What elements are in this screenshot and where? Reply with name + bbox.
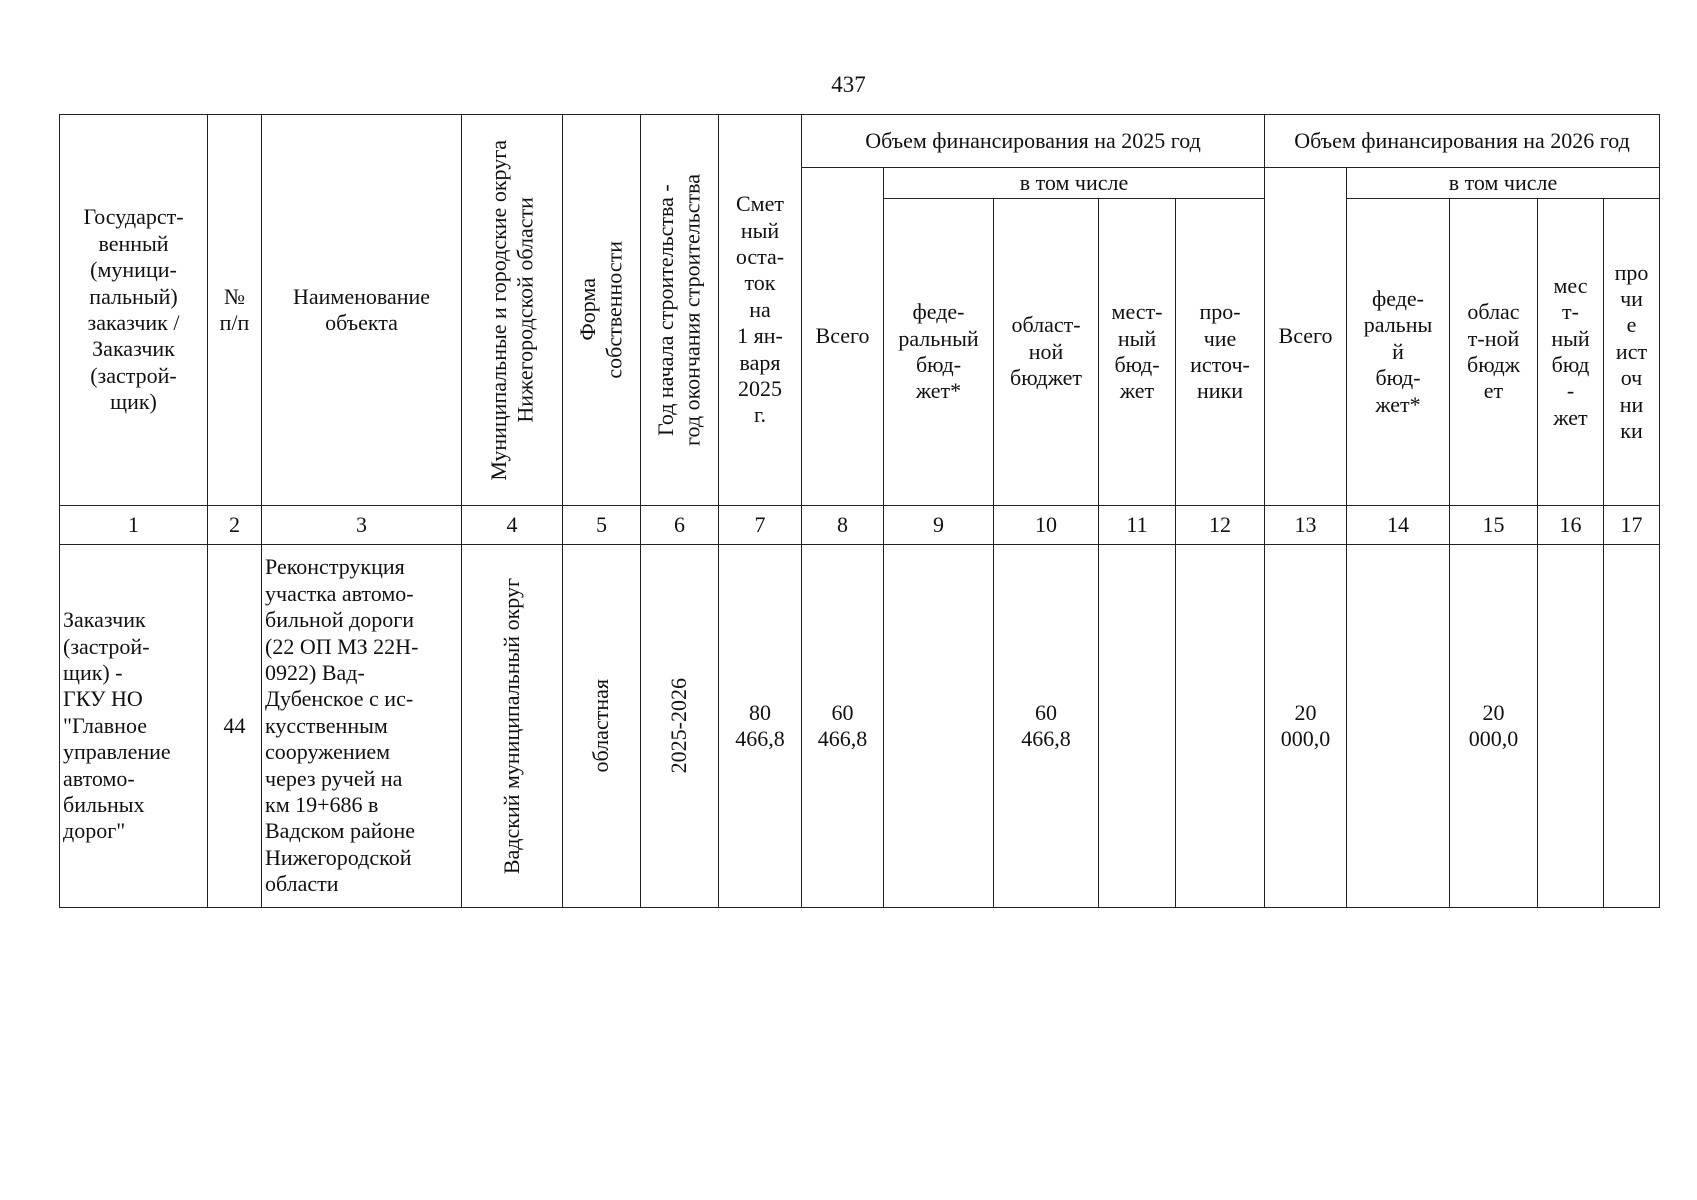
cell-other-2025: [1176, 545, 1265, 908]
header-years-cell: [641, 115, 719, 506]
cell-years: 2025-2026: [666, 678, 692, 774]
cell-local-2025: [1099, 545, 1176, 908]
header-funding-2026: Объем финансирования на 2026 год: [1265, 115, 1660, 168]
column-number: 14: [1347, 506, 1450, 545]
column-number: 2: [208, 506, 262, 545]
header-total-2026: Всего: [1265, 168, 1347, 506]
column-number: 13: [1265, 506, 1347, 545]
column-number: 4: [462, 506, 563, 545]
header-districts: Муниципальные и городские округа Нижегородской области: [485, 139, 537, 481]
cell-ownership: областная: [588, 679, 614, 773]
cell-federal-2025: [884, 545, 994, 908]
cell-district-wrap: [462, 545, 563, 908]
column-number: 8: [802, 506, 884, 545]
cell-total-2026: 20 000,0: [1265, 545, 1347, 908]
page-number: 437: [831, 72, 866, 97]
cell-estimate-balance: 80 466,8: [719, 545, 802, 908]
header-object-name: Наименование объекта: [262, 115, 462, 506]
header-regional-2025: област- ной бюджет: [994, 199, 1099, 506]
header-including-2026: в том числе: [1347, 168, 1660, 199]
header-districts-cell: [462, 115, 563, 506]
header-other-2025: про- чие источ- ники: [1176, 199, 1265, 506]
financing-table: [59, 114, 1660, 908]
header-ownership: Форма собственности: [575, 241, 627, 379]
column-number: 17: [1604, 506, 1660, 545]
header-regional-2026: облас т-ной бюдж ет: [1450, 199, 1538, 506]
cell-local-2026: [1538, 545, 1604, 908]
column-number: 7: [719, 506, 802, 545]
column-number: 5: [563, 506, 641, 545]
cell-ownership-wrap: [563, 545, 641, 908]
header-funding-2025: Объем финансирования на 2025 год: [802, 115, 1265, 168]
header-customer: Государст- венный (муници- пальный) заказчик / Заказчик (застрой- щик): [60, 115, 208, 506]
header-local-2025: мест- ный бюд- жет: [1099, 199, 1176, 506]
cell-object-name: Реконструкция участка автомо- бильной дороги (22 ОП МЗ 22Н- 0922) Вад- Дубенское с ис- кусственным сооружением через ручей на км 19+686 в Вадском районе Нижегородской области: [262, 545, 462, 908]
cell-regional-2026: 20 000,0: [1450, 545, 1538, 908]
column-number: 10: [994, 506, 1099, 545]
column-numbers-row: [60, 506, 1660, 545]
cell-row-no: 44: [208, 545, 262, 908]
header-other-2026: про чи е ист оч ни ки: [1604, 199, 1660, 506]
cell-regional-2025: 60 466,8: [994, 545, 1099, 908]
column-number: 15: [1450, 506, 1538, 545]
header-federal-2025: феде- ральный бюд- жет*: [884, 199, 994, 506]
cell-years-wrap: [641, 545, 719, 908]
header-row-no: № п/п: [208, 115, 262, 506]
header-including-2025: в том числе: [884, 168, 1265, 199]
column-number: 9: [884, 506, 994, 545]
cell-other-2026: [1604, 545, 1660, 908]
table-row: [60, 545, 1660, 908]
cell-total-2025: 60 466,8: [802, 545, 884, 908]
column-number: 12: [1176, 506, 1265, 545]
cell-customer: Заказчик (застрой- щик) - ГКУ НО "Главное управление автомо- бильных дорог": [60, 545, 208, 908]
header-local-2026: мес т- ный бюд - жет: [1538, 199, 1604, 506]
column-number: 11: [1099, 506, 1176, 545]
header-total-2025: Всего: [802, 168, 884, 506]
header-ownership-cell: [563, 115, 641, 506]
header-row-top: [60, 115, 1660, 168]
cell-federal-2026: [1347, 545, 1450, 908]
header-federal-2026: феде- ральны й бюд- жет*: [1347, 199, 1450, 506]
column-number: 16: [1538, 506, 1604, 545]
column-number: 6: [641, 506, 719, 545]
header-years: Год начала строительства - год окончания строительства: [653, 174, 705, 446]
header-estimate-balance: Смет ный оста- ток на 1 ян- варя 2025 г.: [719, 115, 802, 506]
column-number: 3: [262, 506, 462, 545]
cell-district: Вадский муниципальный округ: [498, 577, 524, 875]
column-number: 1: [60, 506, 208, 545]
